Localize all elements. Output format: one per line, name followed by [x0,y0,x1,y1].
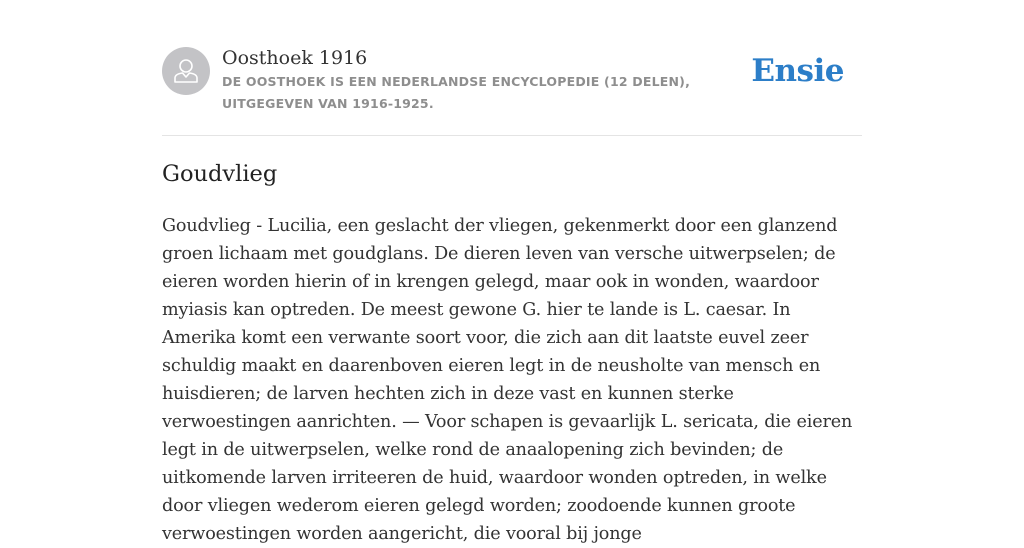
divider [162,135,862,136]
brand-logo[interactable]: Ensie [751,53,844,89]
source-description: DE OOSTHOEK IS EEN NEDERLANDSE ENCYCLOPEDIE (12 DELEN), UITGEGEVEN VAN 1916-1925. [222,74,691,111]
source-title[interactable]: Oosthoek 1916 [222,47,368,69]
avatar[interactable] [162,47,210,95]
source-header [162,46,862,116]
article-title: Goudvlieg [162,161,278,187]
user-silhouette-icon [162,47,210,95]
article-body: Goudvlieg - Lucilia, een geslacht der vliegen, gekenmerkt door een glanzend groen lichaam met goudglans. De dieren leven van versche uitwerpselen; de eieren worden hierin of in krengen gelegd, maar ook in wonden, waardoor myiasis kan optreden. De meest gewone G. hier te lande is L. caesar. In Amerika komt een verwante soort voor, die zich aan dit laatste euvel zeer schuldig maakt en daarenboven eieren legt in de neusholte van mensch en huisdieren; de larven hechten zich in deze vast en kunnen sterke verwoestingen aanrichten. — Voor schapen is gevaarlijk L. sericata, die eieren legt in de uitwerpselen, welke rond de anaalopening zich bevinden; de uitkomende larven irriteeren de huid, waardoor wonden optreden, in welke door vliegen wederom eieren gelegd worden; zoodoende kunnen groote verwoestingen worden aangericht, die vooral bij jonge [162,216,853,544]
